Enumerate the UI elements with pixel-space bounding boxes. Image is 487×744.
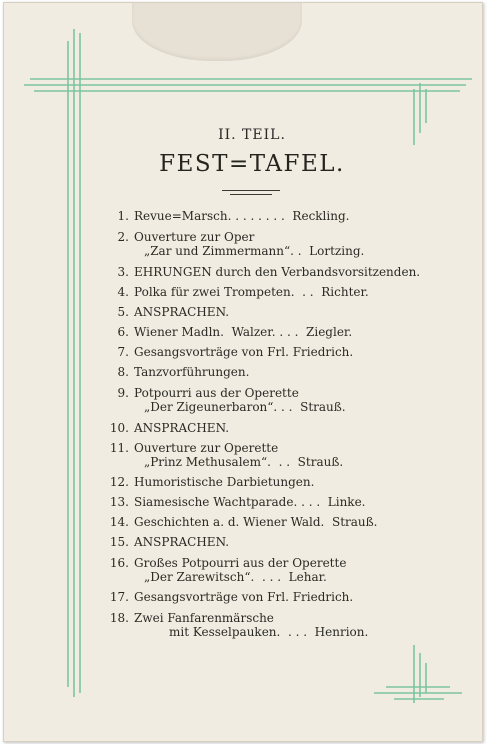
program-item-number: 15. [109,535,129,549]
program-item-text: Geschichten a. d. Wiener Wald. Strauß. [134,515,378,529]
title-rule-top [222,190,280,191]
program-item-text: Gesangsvorträge von Frl. Friedrich. [134,345,354,359]
program-item-number: 17. [109,590,129,604]
program-item-text: Wiener Madln. Walzer. . . . Ziegler. [134,325,353,339]
program-item-text: Ouverture zur Oper [134,230,255,244]
program-item-number: 9. [117,386,129,400]
program-item-number: 14. [109,515,129,529]
part-label: II. TEIL. [218,127,286,143]
program-item-number: 10. [109,421,129,435]
program-item-text: Siamesische Wachtparade. . . . Linke. [134,495,366,509]
program-item-number: 13. [109,495,129,509]
program-item-number: 4. [117,285,129,299]
program-item-text: ANSPRACHEN. [134,305,230,319]
program-item-text: „Der Zigeunerbaron“. . . Strauß. [144,400,346,414]
program-item-number: 5. [117,305,129,319]
program-item-number: 7. [117,345,129,359]
program-item-number: 8. [117,365,129,379]
program-item-number: 12. [109,475,129,489]
program-item-text: Gesangsvorträge von Frl. Friedrich. [134,590,354,604]
program-item-text: ANSPRACHEN. [134,535,230,549]
program-item-text: „Prinz Methusalem“. . . Strauß. [144,455,344,469]
program-item-text: Potpourri aus der Operette [134,386,299,400]
program-item-text: Humoristische Darbietungen. [134,475,315,489]
program-item-text: „Der Zarewitsch“. . . . Lehar. [144,570,327,584]
program-item-text: Revue=Marsch. . . . . . . . Reckling. [134,209,350,223]
program-item-text: Ouverture zur Operette [134,441,279,455]
program-item-text: Tanzvorführungen. [134,365,250,379]
program-item-number: 2. [117,230,129,244]
program-item-number: 6. [117,325,129,339]
program-item-number: 3. [117,265,129,279]
program-item-text: Großes Potpourri aus der Operette [134,556,347,570]
page-title: FEST=TAFEL. [159,151,345,177]
program-item-text: ANSPRACHEN. [134,421,230,435]
program-item-number: 1. [117,209,129,223]
menu-card-page [3,2,483,742]
program-item-text: EHRUNGEN durch den Verbandsvorsitzenden. [134,265,421,279]
program-item-number: 18. [109,611,129,625]
program-item-text: „Zar und Zimmermann“. . Lortzing. [144,244,365,258]
program-item-number: 16. [109,556,129,570]
program-item-text: mit Kesselpauken. . . . Henrion. [169,625,369,639]
program-item-text: Polka für zwei Trompeten. . . Richter. [134,285,369,299]
program-item-text: Zwei Fanfarenmärsche [134,611,274,625]
title-rule-bottom [230,194,272,195]
program-item-number: 11. [109,441,129,455]
